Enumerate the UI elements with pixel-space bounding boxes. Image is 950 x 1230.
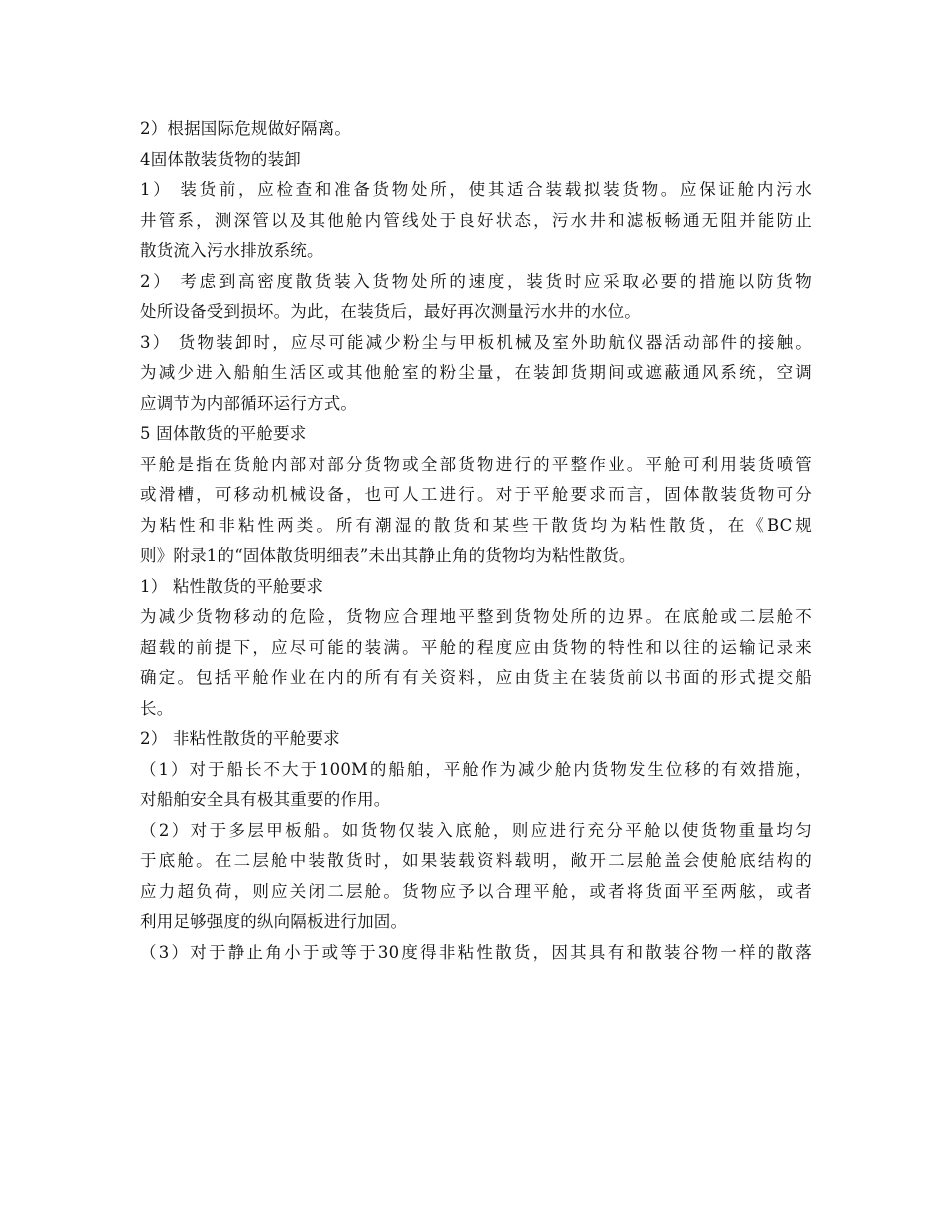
text-line: 于底舱。在二层舱中装散货时，如果装载资料载明，敞开二层舱盖会使舱底结构的 [140,851,812,870]
section-heading: 5 固体散货的平舱要求 [140,424,307,443]
text-line: 或滑槽，可移动机械设备，也可人工进行。对于平舱要求而言，固体散装货物可分 [140,485,812,504]
text-line: 2）根据国际危规做好隔离。 [140,119,352,138]
subsection-heading: 1） 粘性散货的平舱要求 [140,576,324,596]
text-line: 长。 [140,698,174,718]
text-line: 超载的前提下，应尽可能的装满。平舱的程度应由货物的特性和以往的运输记录来 [140,637,812,657]
text-line: 为减少货物移动的危险，货物应合理地平整到货物处所的边界。在底舱或二层舱不 [140,607,812,626]
text-line: 1） 装货前，应检查和准备货物处所，使其适合装载拟装货物。应保证舱内污水 [140,180,812,199]
text-line: 应调节为内部循环运行方式。 [140,393,358,413]
section-heading: 4固体散装货物的装卸 [140,149,301,169]
text-line: 井管系，测深管以及其他舱内管线处于良好状态，污水井和滤板畅通无阻并能防止 [140,210,812,230]
text-line: 对船舶安全具有极其重要的作用。 [140,790,391,809]
document-page [140,114,812,968]
text-line: 处所设备受到损坏。为此，在装货后，最好再次测量污水井的水位。 [140,302,641,321]
text-line: 应力超负荷，则应关闭二层舱。货物应予以合理平舱，或者将货面平至两舷，或者 [140,881,812,901]
subsection-heading: 2） 非粘性散货的平舱要求 [140,729,340,748]
text-line: 为粘性和非粘性两类。所有潮湿的散货和某些干散货均为粘性散货，在《BC规 [140,515,812,535]
text-line: （1）对于船长不大于100M的船舶，平舱作为减少舱内货物发生位移的有效措施， [140,759,812,779]
text-line: 2） 考虑到高密度散货装入货物处所的速度，装货时应采取必要的措施以防货物 [140,271,812,291]
text-line: 则》附录1的“固体散货明细表”未出其静止角的货物均为粘性散货。 [140,546,636,565]
text-line: 平舱是指在货舱内部对部分货物或全部货物进行的平整作业。平舱可利用装货喷管 [140,454,812,474]
text-line: 3） 货物装卸时，应尽可能减少粉尘与甲板机械及室外助航仪器活动部件的接触。 [140,332,812,352]
text-line: 确定。包括平舱作业在内的所有有关资料，应由货主在装货前以书面的形式提交船 [140,668,812,687]
text-line: 散货流入污水排放系统。 [140,241,324,260]
text-line: 为减少进入船舶生活区或其他舱室的粉尘量，在装卸货期间或遮蔽通风系统，空调 [140,363,812,382]
text-line: （2）对于多层甲板船。如货物仅装入底舱，则应进行充分平舱以使货物重量均匀 [140,820,812,840]
text-line: 利用足够强度的纵向隔板进行加固。 [140,912,408,931]
text-line: （3）对于静止角小于或等于30度得非粘性散货，因其具有和散装谷物一样的散落 [140,942,812,962]
